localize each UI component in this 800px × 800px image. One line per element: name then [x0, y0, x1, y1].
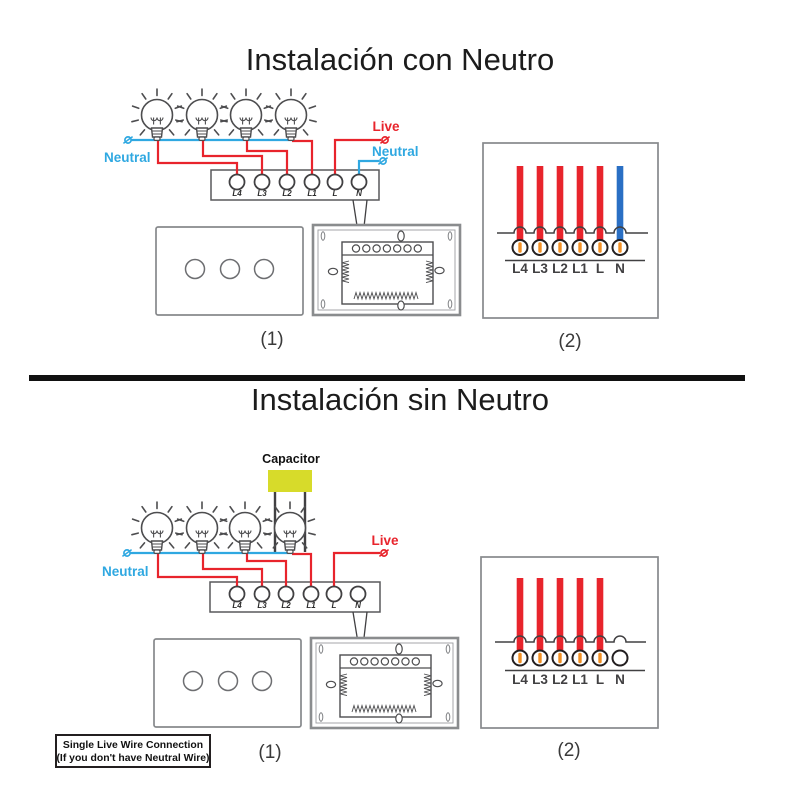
terminal-with-clamp	[533, 240, 548, 255]
light-bulb-icon	[177, 89, 227, 140]
neutral-label: Neutral	[372, 144, 419, 159]
neutral-label: Neutral	[104, 150, 151, 165]
terminal-label-l1: L1	[572, 261, 588, 276]
switch-front-panel	[156, 227, 303, 315]
figure-1-label: (1)	[260, 329, 284, 350]
terminal-label-l: L	[595, 672, 605, 687]
terminal-with-clamp	[533, 651, 548, 666]
figure-1-label: (1)	[258, 742, 282, 763]
terminal-with-clamp	[553, 240, 568, 255]
terminal-label-l: L	[331, 601, 337, 610]
terminal-label-n: N	[615, 261, 625, 276]
terminal-label-n: N	[615, 672, 625, 687]
figure-2-label: (2)	[558, 331, 582, 352]
capacitor-icon	[268, 470, 312, 492]
terminal-label-l: L	[595, 261, 605, 276]
red-wire	[517, 578, 524, 655]
red-wire	[517, 166, 524, 246]
terminal-label-n: N	[356, 189, 362, 198]
red-wire	[597, 166, 604, 246]
light-bulb-icon	[265, 502, 315, 553]
red-wire	[577, 578, 584, 655]
light-bulb-icon	[266, 89, 316, 140]
neutral-label: Neutral	[102, 564, 149, 579]
section-without-neutral	[56, 382, 658, 767]
terminal-label-l4: L4	[512, 672, 528, 687]
figure-2-label: (2)	[557, 740, 581, 761]
note-box	[56, 735, 210, 767]
switch-back-panel	[311, 638, 458, 728]
terminal-label-l3: L3	[532, 261, 548, 276]
terminal-with-clamp	[573, 240, 588, 255]
red-wire	[557, 578, 564, 655]
terminal-label-l1: L1	[306, 601, 316, 610]
terminal-label-l4: L4	[512, 261, 528, 276]
terminal-label-l: L	[332, 189, 338, 198]
terminal-with-clamp	[613, 240, 628, 255]
capacitor-label: Capacitor	[262, 452, 320, 466]
red-wire	[597, 578, 604, 655]
live-label: Live	[372, 119, 400, 134]
neutral-connector-icon	[122, 550, 131, 557]
red-wire	[537, 166, 544, 246]
terminal-with-clamp	[593, 651, 608, 666]
terminal-with-clamp	[573, 651, 588, 666]
note-line-2: (If you don't have Neutral Wire)	[56, 753, 210, 764]
live-connector-icon	[380, 137, 389, 144]
red-wire	[557, 166, 564, 246]
terminal-label-l2: L2	[552, 261, 568, 276]
terminal-label-l2: L2	[282, 189, 292, 198]
terminal-label-n: N	[355, 601, 361, 610]
live-connector-icon	[379, 550, 388, 557]
terminal-detail-box	[481, 557, 658, 728]
live-label: Live	[371, 533, 399, 548]
red-wire	[577, 166, 584, 246]
terminal-label-l2: L2	[281, 601, 291, 610]
empty-terminal	[613, 651, 628, 666]
red-wire	[537, 578, 544, 655]
section-divider	[29, 375, 745, 381]
terminal-with-clamp	[513, 240, 528, 255]
terminal-with-clamp	[553, 651, 568, 666]
light-bulb-icon	[221, 89, 271, 140]
terminal-label-l3: L3	[532, 672, 548, 687]
terminal-label-l4: L4	[232, 189, 242, 198]
terminal-label-l2: L2	[552, 672, 568, 687]
blue-neutral-wire	[617, 166, 624, 246]
light-bulb-icon	[132, 502, 182, 553]
light-bulb-icon	[132, 89, 182, 140]
section-title: Instalación con Neutro	[245, 42, 555, 77]
terminal-with-clamp	[513, 651, 528, 666]
terminal-with-clamp	[593, 240, 608, 255]
neutral-connector-icon	[123, 137, 132, 144]
section-title: Instalación sin Neutro	[250, 382, 550, 417]
light-bulb-icon	[177, 502, 227, 553]
section-with-neutral	[104, 42, 658, 352]
terminal-label-l1: L1	[572, 672, 588, 687]
switch-back-panel	[313, 225, 460, 315]
terminal-label-l3: L3	[257, 601, 267, 610]
note-line-1: Single Live Wire Connection	[62, 740, 204, 751]
terminal-label-l1: L1	[307, 189, 317, 198]
terminal-label-l4: L4	[232, 601, 242, 610]
switch-front-panel	[154, 639, 301, 727]
terminal-label-l3: L3	[257, 189, 267, 198]
terminal-detail-box	[483, 143, 658, 318]
light-bulb-icon	[220, 502, 270, 553]
